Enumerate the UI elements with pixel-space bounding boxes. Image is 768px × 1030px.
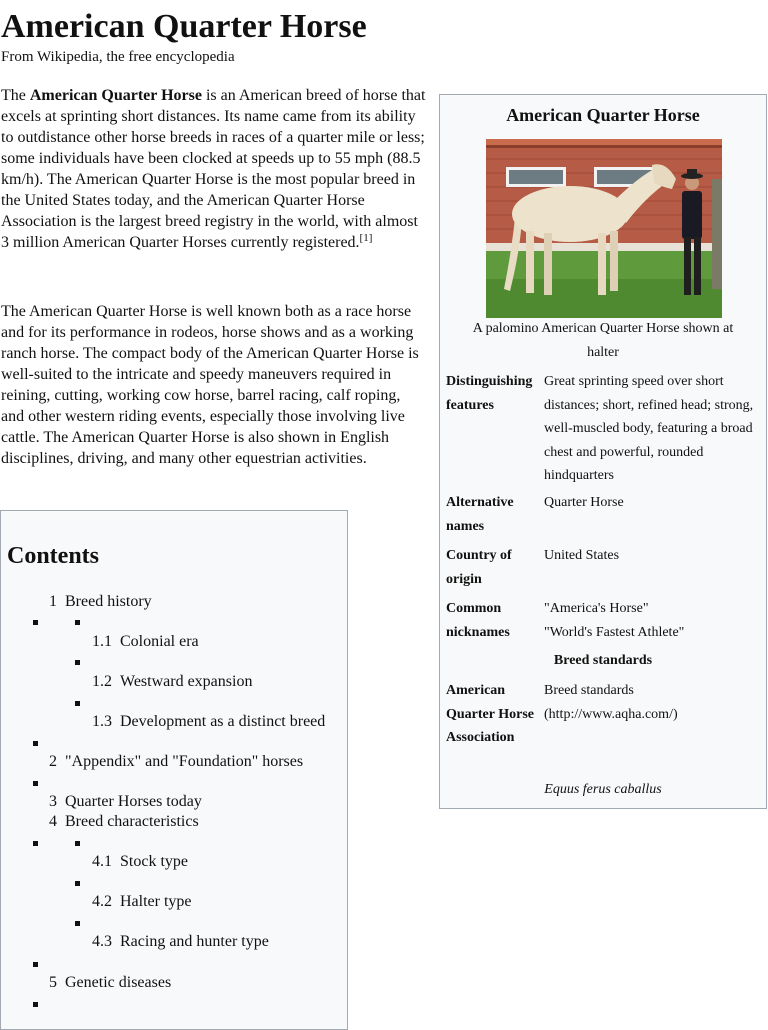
horse-illustration bbox=[486, 139, 722, 318]
row-value: United States bbox=[544, 548, 620, 563]
bullet-icon bbox=[33, 841, 38, 846]
infobox bbox=[439, 94, 767, 809]
reference-link-1[interactable]: [1] bbox=[359, 232, 373, 244]
row-value: Quarter Horse bbox=[544, 495, 624, 510]
bullet-icon bbox=[33, 962, 38, 967]
bullet-icon bbox=[33, 1002, 38, 1007]
toc-item[interactable] bbox=[49, 592, 152, 612]
bullet-icon bbox=[75, 921, 80, 926]
toc-item[interactable] bbox=[49, 752, 303, 772]
toc-number: 4.1 bbox=[92, 853, 112, 870]
toc-number: 3 bbox=[49, 793, 57, 810]
bullet-icon bbox=[75, 701, 80, 706]
toc-item[interactable] bbox=[92, 672, 252, 692]
toc-number: 4 bbox=[49, 813, 57, 830]
toc-item[interactable] bbox=[92, 892, 192, 912]
row-value bbox=[544, 597, 762, 644]
toc-label: "Appendix" and "Foundation" horses bbox=[65, 753, 304, 770]
intro-bold-name: American Quarter Horse bbox=[29, 87, 202, 104]
bullet-icon bbox=[33, 741, 38, 746]
row-label: Distinguishing features bbox=[446, 374, 533, 413]
toc-label: Halter type bbox=[120, 893, 192, 910]
toc-number: 1.2 bbox=[92, 673, 112, 690]
bullet-icon bbox=[75, 881, 80, 886]
toc-label: Genetic diseases bbox=[65, 974, 172, 991]
toc-label: Stock type bbox=[120, 853, 188, 870]
table-of-contents bbox=[0, 510, 348, 1030]
row-label: Alternative names bbox=[446, 495, 514, 534]
toc-label: Colonial era bbox=[120, 633, 199, 650]
row-label: Country of origin bbox=[446, 548, 512, 587]
intro-text-after: is an American breed of horse that excels at sprinting short distances. Its name came from its ability to outdistance other horse breeds in races of a quarter mile or less; some individuals have been clocked at speeds up to 55 mph (88.5 km/h). The American Quarter Horse is the most popular breed in the United States today, and the American Quarter Horse Association is the largest breed registry in the world, with almost 3 million American Quarter Horses currently registered. bbox=[1, 87, 426, 251]
page-title: American Quarter Horse bbox=[1, 8, 367, 45]
toc-label: Breed history bbox=[65, 593, 152, 610]
intro-text-before: The bbox=[1, 87, 30, 104]
toc-item[interactable] bbox=[49, 812, 199, 832]
row-label: American Quarter Horse Association bbox=[446, 683, 534, 745]
toc-item[interactable] bbox=[92, 852, 188, 872]
row-value: Great sprinting speed over short distances; short, refined head; strong, well-muscled body, featuring a broad chest and powerful, rounded hindquarters bbox=[544, 374, 754, 483]
association-link[interactable]: Breed standards (http://www.aqha.com/) bbox=[544, 683, 678, 722]
toc-label: Development as a distinct breed bbox=[120, 713, 326, 730]
bullet-icon bbox=[33, 620, 38, 625]
photo-caption: A palomino American Quarter Horse shown at halter bbox=[472, 321, 734, 360]
horse-photo[interactable] bbox=[486, 139, 722, 318]
toc-title: Contents bbox=[7, 543, 100, 569]
toc-number: 4.3 bbox=[92, 933, 112, 950]
toc-number: 1 bbox=[49, 593, 57, 610]
nickname-1: "America's Horse" bbox=[544, 601, 649, 616]
toc-number: 1.3 bbox=[92, 713, 112, 730]
toc-item[interactable] bbox=[49, 792, 202, 812]
toc-item[interactable] bbox=[92, 632, 199, 652]
toc-number: 2 bbox=[49, 753, 57, 770]
page-subtitle: From Wikipedia, the free encyclopedia bbox=[1, 49, 235, 65]
row-label: Common nicknames bbox=[446, 601, 510, 640]
second-paragraph: The American Quarter Horse is well known both as a race horse and for its performance in rodeos, horse shows and as a working ranch horse. The compact body of the American Quarter Horse is well-suited to the intricate and speedy maneuvers required in reining, cutting, working cow horse, barrel racing, calf roping, and other western riding events, especially those involving live cattle. The American Quarter Horse is also shown in English disciplines, driving, and many other equestrian activities. bbox=[1, 303, 419, 467]
breed-standards-header: Breed standards bbox=[553, 653, 653, 668]
toc-label: Quarter Horses today bbox=[65, 793, 202, 810]
bullet-icon bbox=[75, 620, 80, 625]
bullet-icon bbox=[33, 781, 38, 786]
toc-label: Racing and hunter type bbox=[120, 933, 269, 950]
toc-item[interactable] bbox=[92, 932, 269, 952]
toc-number: 4.2 bbox=[92, 893, 112, 910]
toc-label: Breed characteristics bbox=[65, 813, 199, 830]
toc-number: 5 bbox=[49, 974, 57, 991]
toc-number: 1.1 bbox=[92, 633, 112, 650]
toc-item[interactable] bbox=[49, 973, 171, 993]
bullet-icon bbox=[75, 841, 80, 846]
intro-paragraph bbox=[1, 85, 426, 253]
toc-item[interactable] bbox=[92, 712, 325, 732]
scientific-name: Equus ferus caballus bbox=[544, 782, 662, 797]
infobox-title: American Quarter Horse bbox=[506, 105, 700, 125]
bullet-icon bbox=[75, 660, 80, 665]
nickname-2: "World's Fastest Athlete" bbox=[544, 624, 685, 640]
toc-label: Westward expansion bbox=[120, 673, 253, 690]
